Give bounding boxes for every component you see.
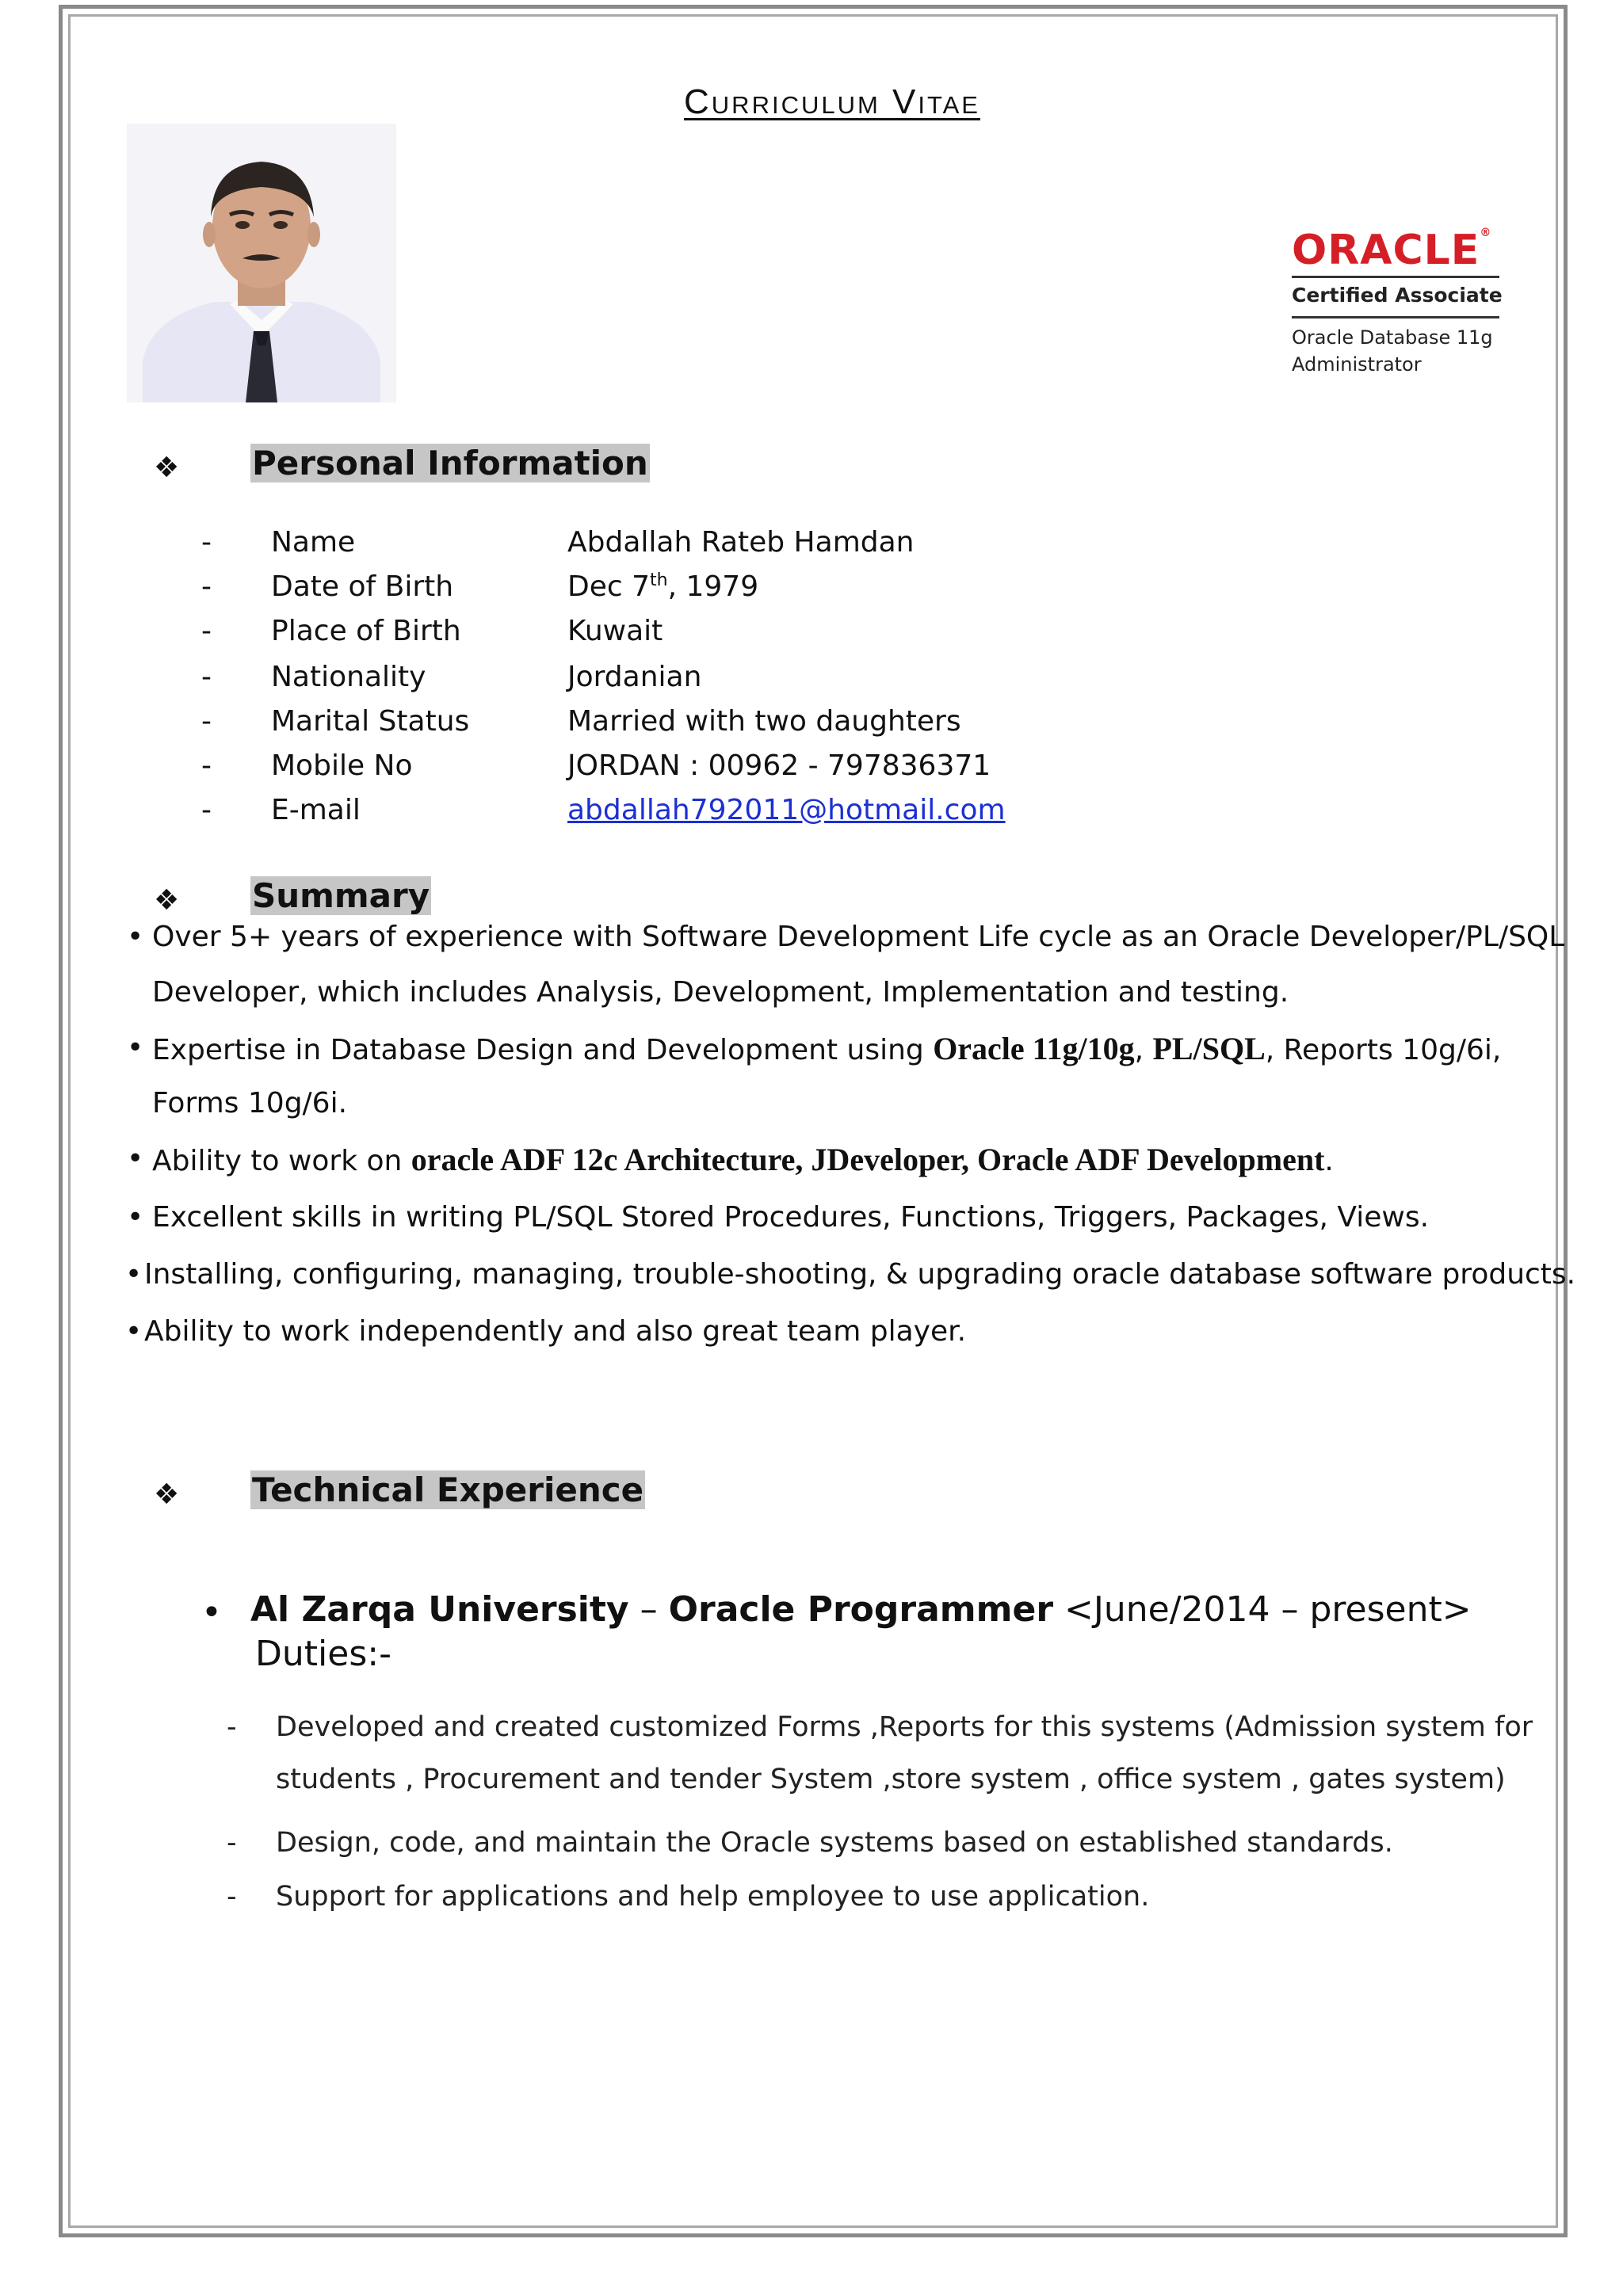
dob-suffix: th	[650, 570, 668, 590]
field-label-nationality: Nationality	[271, 661, 426, 693]
field-value-dob	[567, 570, 758, 603]
summary-item-2-line-2: Forms 10g/6i.	[152, 1087, 348, 1119]
bullet-icon: •	[201, 1592, 222, 1633]
list-dash: -	[227, 1711, 237, 1743]
summary-item-2-text: Expertise in Database Design and Development using	[152, 1034, 934, 1066]
list-dash: -	[227, 1827, 237, 1859]
field-value-mobile: JORDAN : 00962 - 797836371	[567, 749, 991, 782]
summary-item-2-sep: ,	[1134, 1034, 1153, 1066]
field-value-pob: Kuwait	[567, 615, 663, 647]
logo-divider	[1292, 316, 1499, 318]
list-dash: -	[201, 749, 212, 782]
field-label-mobile: Mobile No	[271, 749, 413, 782]
summary-item-2-bold-plsql: PL/SQL	[1152, 1031, 1266, 1066]
bullet-icon: •	[125, 1258, 143, 1291]
profile-photo	[127, 124, 396, 402]
section-heading-technical: Technical Experience	[252, 1470, 644, 1509]
section-heading-summary: Summary	[252, 876, 430, 915]
list-dash: -	[201, 794, 212, 826]
oracle-certified-logo	[1292, 227, 1506, 385]
logo-divider	[1292, 276, 1499, 278]
dob-year: , 1979	[667, 570, 759, 603]
list-dash: -	[201, 570, 212, 603]
list-dash: -	[201, 661, 212, 693]
job-separator: –	[628, 1589, 669, 1630]
field-label-dob: Date of Birth	[271, 570, 454, 603]
summary-item-3-text: Ability to work on	[152, 1145, 411, 1177]
job-role: Oracle Programmer	[668, 1589, 1054, 1630]
bullet-icon: •	[127, 1142, 144, 1175]
field-value-nationality: Jordanian	[567, 661, 702, 693]
logo-certified-text: Certified Associate	[1292, 284, 1503, 307]
duty-1-line-1: Developed and created customized Forms ,Reports for this systems (Admission system for	[276, 1711, 1533, 1743]
job-company: Al Zarqa University	[250, 1589, 629, 1630]
bullet-icon: •	[127, 921, 144, 953]
field-value-marital: Married with two daughters	[567, 705, 961, 738]
list-dash: -	[201, 526, 212, 559]
bullet-icon: •	[127, 1201, 144, 1234]
diamond-bullet-icon: ❖	[154, 884, 180, 917]
oracle-brand	[1292, 227, 1491, 274]
document-title: Curriculum Vitae	[684, 82, 980, 121]
duties-label: Duties:-	[255, 1634, 391, 1674]
field-value-name: Abdallah Rateb Hamdan	[567, 526, 915, 559]
field-label-name: Name	[271, 526, 356, 559]
field-label-pob: Place of Birth	[271, 615, 461, 647]
summary-item-2-bold-oracle: Oracle 11g/10g	[933, 1031, 1135, 1066]
diamond-bullet-icon: ❖	[154, 1478, 180, 1511]
summary-item-2-tail: , Reports 10g/6i,	[1265, 1034, 1502, 1066]
duty-2: Design, code, and maintain the Oracle systems based on established standards.	[276, 1827, 1393, 1859]
summary-item-3-tail: .	[1324, 1145, 1334, 1177]
list-dash: -	[201, 705, 212, 738]
summary-item-1-line-1: Over 5+ years of experience with Software Development Life cycle as an Oracle Developer/PL/SQL	[152, 921, 1565, 953]
oracle-brand-text: ORACLE	[1292, 227, 1480, 274]
summary-item-4: Excellent skills in writing PL/SQL Stored Procedures, Functions, Triggers, Packages, Views.	[152, 1201, 1430, 1234]
bullet-icon: •	[127, 1032, 144, 1064]
duty-3: Support for applications and help employee to use application.	[276, 1881, 1150, 1913]
email-link[interactable]: abdallah792011@hotmail.com	[567, 794, 1006, 826]
list-dash: -	[201, 615, 212, 647]
section-heading-personal: Personal Information	[252, 444, 648, 482]
dob-day: Dec 7	[567, 570, 651, 603]
field-label-email: E-mail	[271, 794, 361, 826]
summary-item-2-line-1	[152, 1030, 1501, 1067]
summary-item-3	[152, 1141, 1334, 1178]
job-period: <June/2014 – present>	[1053, 1589, 1472, 1630]
bullet-icon: •	[125, 1315, 143, 1348]
logo-role-text: Administrator	[1292, 353, 1422, 376]
diamond-bullet-icon: ❖	[154, 452, 180, 484]
duty-1-line-2: students , Procurement and tender System ,store system , office system , gates system)	[276, 1764, 1506, 1795]
logo-product-text: Oracle Database 11g	[1292, 326, 1493, 349]
summary-item-3-bold: oracle ADF 12c Architecture, JDeveloper, Oracle ADF Development	[411, 1142, 1325, 1177]
list-dash: -	[227, 1881, 237, 1913]
summary-item-6: Ability to work independently and also great team player.	[144, 1315, 967, 1348]
job-heading	[250, 1589, 1472, 1630]
registered-mark: ®	[1480, 227, 1492, 239]
field-label-marital: Marital Status	[271, 705, 470, 738]
summary-item-5: Installing, configuring, managing, trouble-shooting, & upgrading oracle database software products.	[144, 1258, 1576, 1291]
summary-item-1-line-2: Developer, which includes Analysis, Development, Implementation and testing.	[152, 976, 1289, 1009]
